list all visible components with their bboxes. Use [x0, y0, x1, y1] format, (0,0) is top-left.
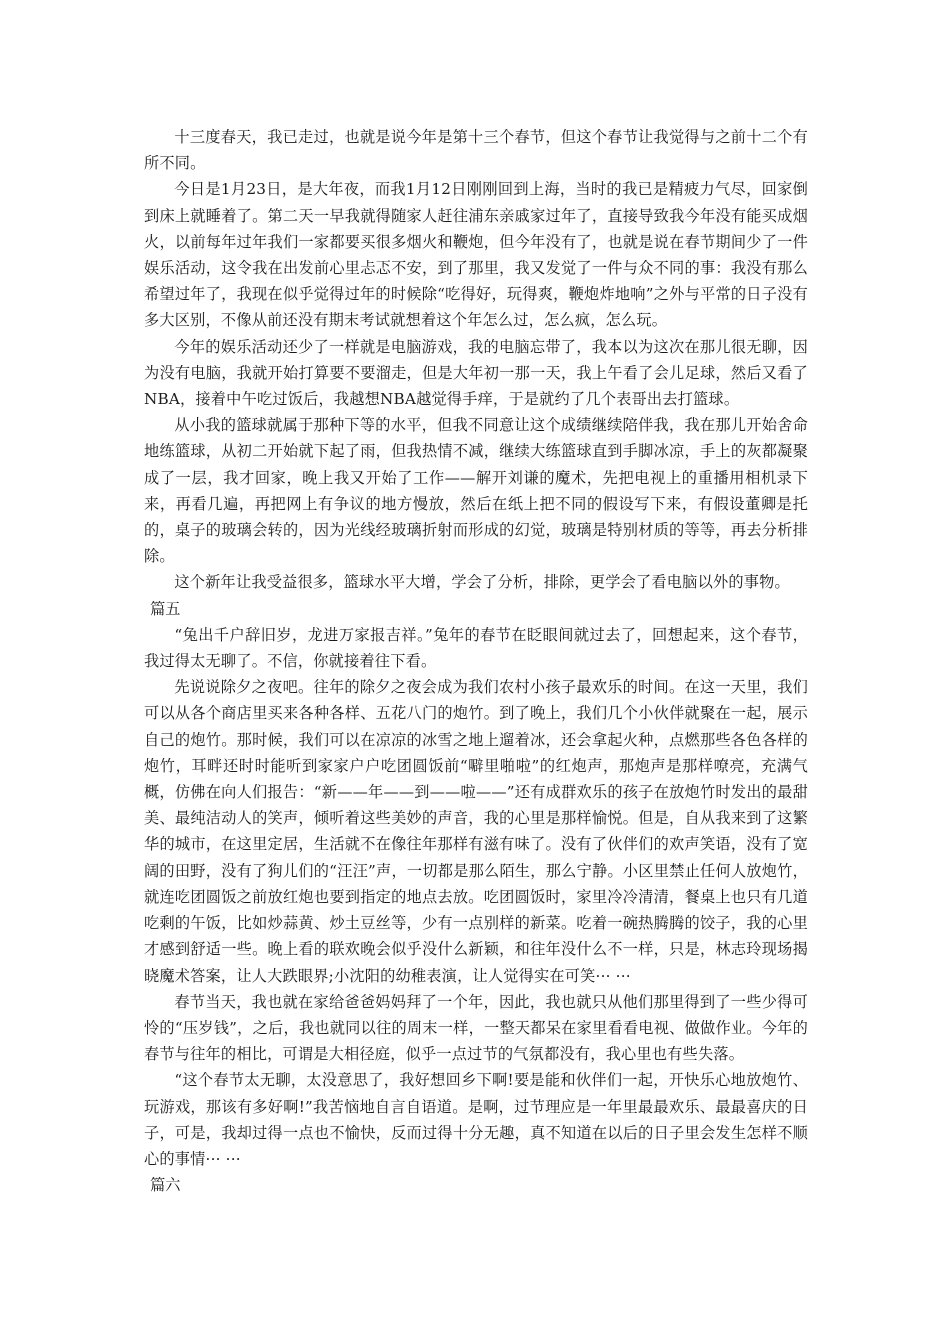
paragraph: “这个春节太无聊，太没意思了，我好想回乡下啊!要是能和伙伴们一起，开快乐心地放炮竹、玩游戏，那该有多好啊!”我苦恼地自言自语道。是啊，过节理应是一年里最最欢乐、最最喜庆的日子，可是，我却过得一点也不愉快，反而过得十分无趣，真不知道在以后的日子里会发生怎样不顺心的事情··· ··· [144, 1071, 808, 1168]
paragraph: 从小我的篮球就属于那种下等的水平，但我不同意让这个成绩继续陪伴我，我在那儿开始舍命地练篮球，从初二开始就下起了雨，但我热情不减，继续大练篮球直到手脚冰凉，手上的灰都凝聚成了一层，我才回家，晚上我又开始了工作——解开刘谦的魔术，先把电视上的重播用相机录下来，再看几遍，再把网上有争议的地方慢放，然后在纸上把不同的假设写下来，有假设董卿是托的，桌子的玻璃会转的，因为光线经玻璃折射而形成的幻觉，玻璃是特别材质的等等，再去分析排除。 [144, 416, 808, 566]
paragraph: 今日是1月23日，是大年夜，而我1月12日刚刚回到上海，当时的我已是精疲力气尽，回家倒到床上就睡着了。第二天一早我就得随家人赶往浦东亲戚家过年了，直接导致我今年没有能买成烟火，以前每年过年我们一家都要买很多烟火和鞭炮，但今年没有了，也就是说在春节期间少了一件娱乐活动，这令我在出发前心里忐忑不安，到了那里，我又发觉了一件与众不同的事：我没有那么希望过年了，我现在似乎觉得过年的时候除“吃得好，玩得爽，鞭炮炸地响”之外与平常的日子没有多大区别，不像从前还没有期末考试就想着这个年怎么过，怎么疯，怎么玩。 [144, 180, 808, 330]
paragraph: 这个新年让我受益很多，篮球水平大增，学会了分析，排除，更学会了看电脑以外的事物。 [174, 573, 790, 592]
section-heading: 篇六 [150, 1176, 181, 1195]
paragraph: “兔出千户辞旧岁，龙进万家报吉祥。”兔年的春节在眨眼间就过去了，回想起来，这个春节，我过得太无聊了。不信，你就接着往下看。 [144, 625, 808, 671]
paragraph: 春节当天，我也就在家给爸爸妈妈拜了一个年，因此，我也就只从他们那里得到了一些少得可怜的“压岁钱”，之后，我也就同以往的周末一样，一整天都呆在家里看看电视、做做作业。今年的春节与往年的相比，可谓是大相径庭，似乎一点过节的气氛都没有，我心里也有些失落。 [144, 992, 808, 1064]
paragraph: 先说说除夕之夜吧。往年的除夕之夜会成为我们农村小孩子最欢乐的时间。在这一天里，我们可以从各个商店里买来各种各样、五花八门的炮竹。到了晚上，我们几个小伙伴就聚在一起，展示自己的炮竹。那时候，我们可以在凉凉的冰雪之地上遛着冰，还会拿起火种，点燃那些各色各样的炮竹，耳畔还时时能听到家家户户吃团圆饭前“噼里啪啦”的红炮声，那炮声是那样嘹亮，充满气概，仿佛在向人们报告：“新——年——到——啦——”还有成群欢乐的孩子在放炮竹时发出的最甜美、最纯洁动人的笑声，倾听着这些美妙的声音，我的心里是那样愉悦。但是，自从我来到了这繁华的城市，在这里定居，生活就不在像往年那样有滋有味了。没有了伙伴们的欢声笑语，没有了宽阔的田野，没有了狗儿们的“汪汪”声，一切都是那么陌生，那么宁静。小区里禁止任何人放炮竹，就连吃团圆饭之前放红炮也要到指定的地点去放。吃团圆饭时，家里冷冷清清，餐桌上也只有几道吃剩的午饭，比如炒蒜黄、炒土豆丝等，少有一点别样的新菜。吃着一碗热腾腾的饺子，我的心里才感到舒适一些。晚上看的联欢晚会似乎没什么新颖，和往年没什么不一样，只是，林志玲现场揭晓魔术答案，让人大跌眼界;小沈阳的幼稚表演，让人觉得实在可笑··· ··· [144, 678, 808, 985]
paragraph: 十三度春天，我已走过，也就是说今年是第十三个春节，但这个春节让我觉得与之前十二个有所不同。 [144, 128, 808, 173]
section-heading: 篇五 [150, 599, 181, 618]
document-page [144, 124, 808, 1198]
paragraph: 今年的娱乐活动还少了一样就是电脑游戏，我的电脑忘带了，我本以为这次在那儿很无聊，因为没有电脑，我就开始打算要不要溜走，但是大年初一那一天，我上午看了会儿足球，然后又看了NBA，接着中午吃过饭后，我越想NBA越觉得手痒，于是就约了几个表哥出去打篮球。 [144, 337, 808, 409]
